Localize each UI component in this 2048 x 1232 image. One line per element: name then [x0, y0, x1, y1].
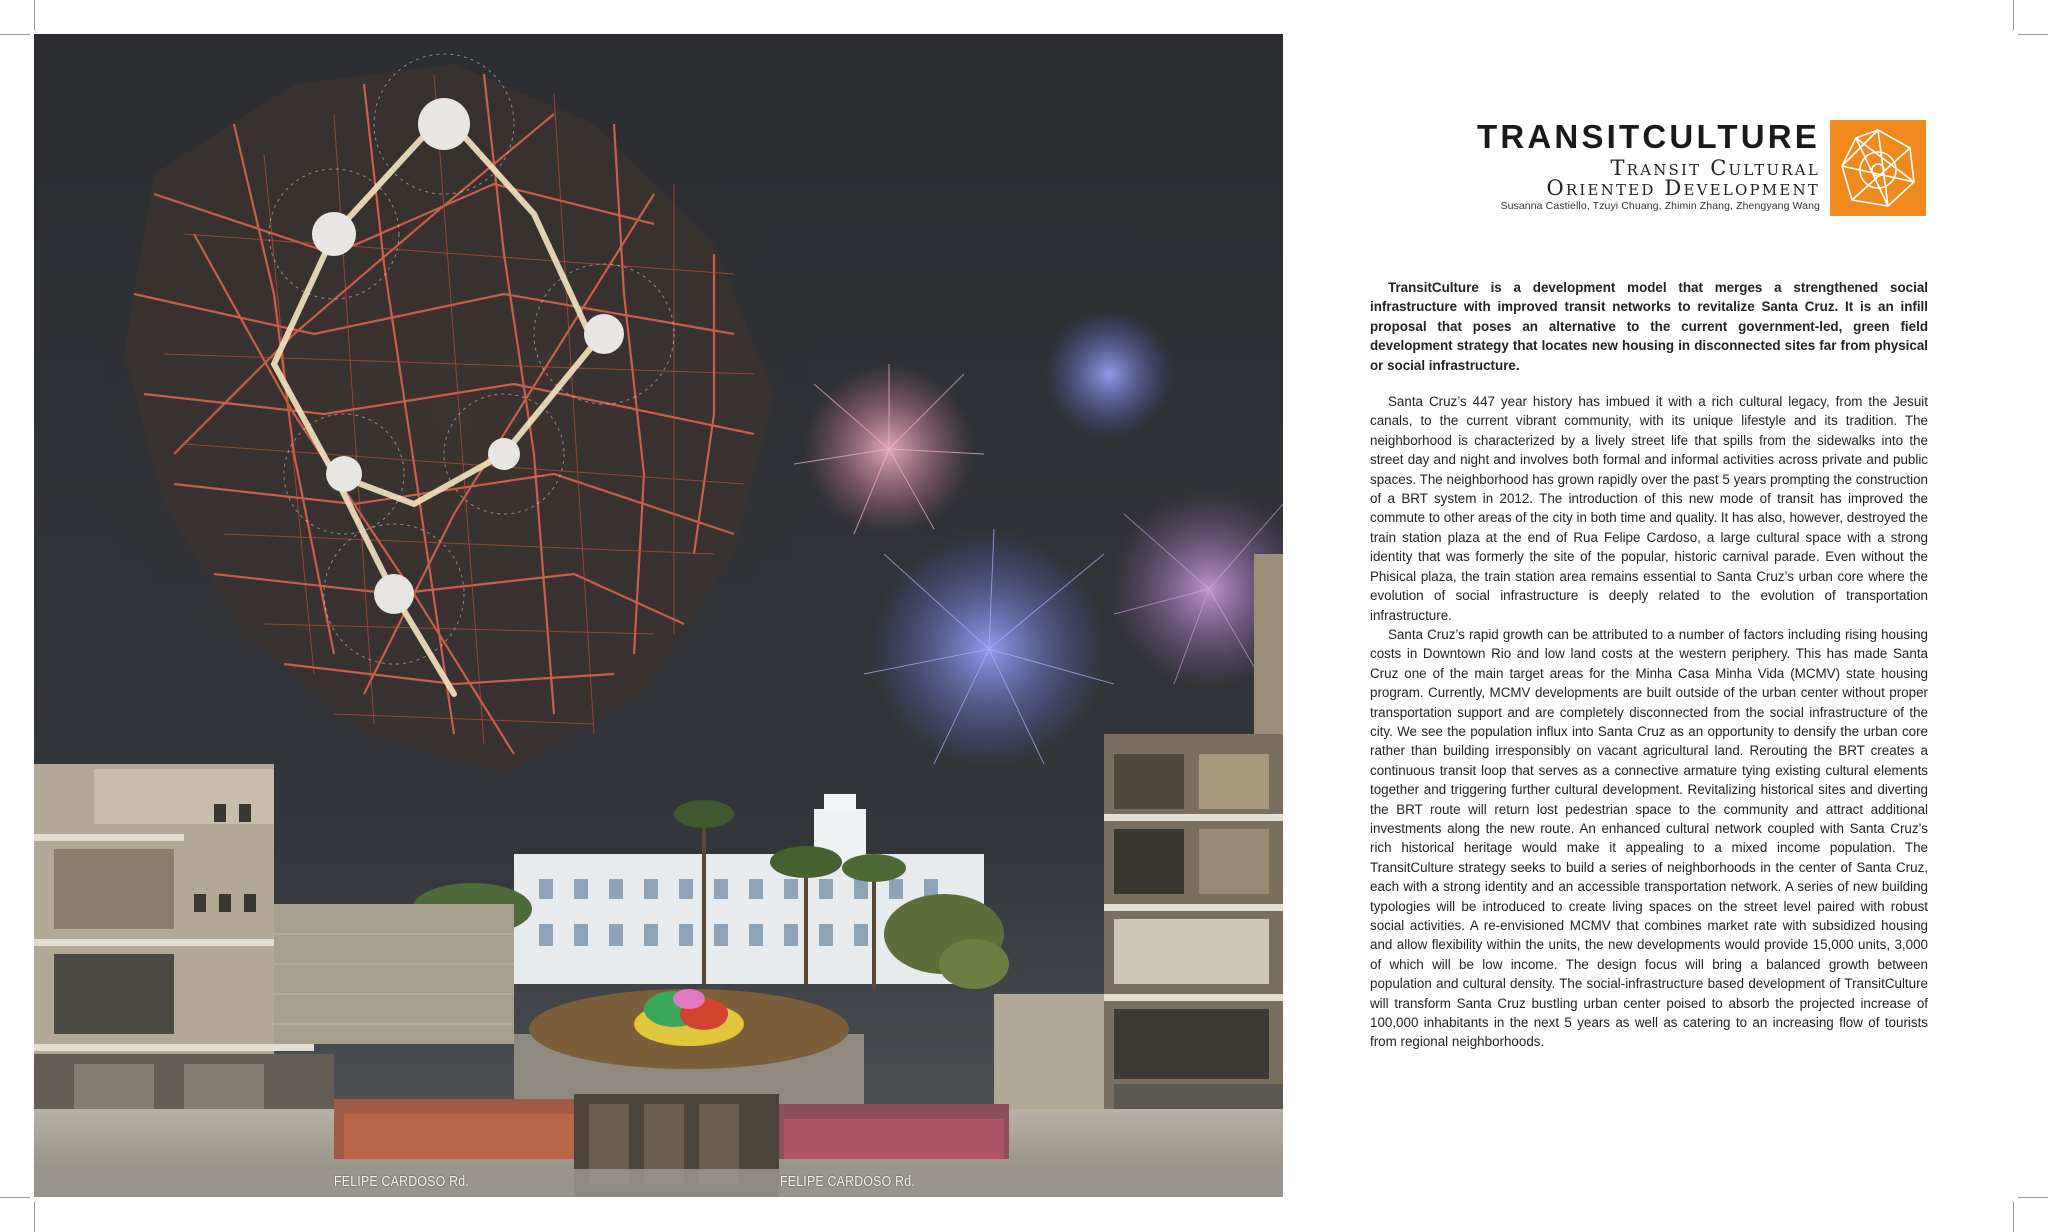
body-paragraph-1: Santa Cruz’s 447 year history has imbued it with a rich cultural legacy, from the Jesuit canals, to the current vibrant community, with its unique lifestyle and its tradition. The neighborhood is characterized by a lively street life that spills from the sidewalks into the street day and night and involves both formal and informal activities across private and public spaces. The neighborhood has grown rapidly over the past 5 years prompting the construction of a BRT system in 2012. The introduction of this new mode of transit has improved the commute to other areas of the city in both time and quality. It has also, however, destroyed the train station plaza at the end of Rua Felipe Cardoso, a large cultural space with a strong identity that was formerly the site of the popular, historic carnival parade. Even without the Phisical plaza, the train station area remains essential to Santa Cruz’s urban core where the evolution of social infrastructure is deeply related to the evolution of transportation infrastructure.: [1370, 394, 1928, 623]
subtitle-line-1: Transit Cultural: [1610, 156, 1820, 180]
crop-mark: [34, 1202, 35, 1232]
render-artwork: [34, 34, 1283, 1197]
body-paragraph-2: Santa Cruz’s rapid growth can be attributed to a number of factors including rising housing costs in Downtown Rio and low land costs at the western periphery. This has made Santa Cruz one of the main target areas for the Minha Casa Minha Vida (MCMV) state housing program. Currently, MCMV developments are built outside of the urban center without proper transportation support and are completely disconnected from the social infrastructure of the city. We see the population influx into Santa Cruz as an opportunity to densify the urban core rather than building irresponsibly on vacant agricultural land. Rerouting the BRT creates a continuous transit loop that serves as a connective armature tying existing cultural elements together and triggering further cultural development. Revitalizing historical sites and diverting the BRT route will return lost pedestrian space to the community and attract additional investments along the new route. An enhanced cultural network coupled with Santa Cruz’s rich historical heritage would make it appealing to a mixed income population. The TransitCulture strategy seeks to build a series of neighborhoods in the center of Santa Cruz, each with a strong identity and an accessible transportation network. A series of new building typologies will be introduced to create living spaces on the street level paired with robust social activities. A re-envisioned MCMV that combines market rate with subsidized housing and allow flexibility within the units, the new developments would provide 15,000 units, 3,000 of which will be low income. The design focus will bring a balanced growth between population and cultural density. The social-infrastructure based development of TransitCulture will transform Santa Cruz bustling urban center poised to absorb the projected increase of 100,000 inhabitants in the next 5 years as well as catering to an increasing flow of tourists from regional neighborhoods.: [1370, 626, 1928, 1050]
brand-title: TRANSITCULTURE: [1477, 118, 1820, 155]
urban-render-illustration: [34, 34, 1283, 1197]
crop-mark: [0, 1197, 30, 1198]
crop-mark: [2013, 0, 2014, 30]
crop-mark: [2018, 34, 2048, 35]
body-text: [1370, 278, 1928, 1052]
subtitle-line-2: Oriented Development: [1546, 176, 1820, 200]
intro-paragraph: TransitCulture is a development model that merges a strengthened social infrastructure with improved transit networks to revitalize Santa Cruz. It is an infill proposal that poses an alternative to the current government-led, green field development strategy that locates new housing in disconnected sites far from physical or social infrastructure.: [1370, 280, 1928, 373]
street-label: FELIPE CARDOSO Rd.: [780, 1173, 915, 1190]
crop-mark: [2013, 1202, 2014, 1232]
authors-line: Susanna Castiello, Tzuyi Chuang, Zhimin Zhang, Zhengyang Wang: [1500, 200, 1820, 212]
street-label: FELIPE CARDOSO Rd.: [334, 1173, 469, 1190]
transitculture-logo-icon: [1830, 120, 1926, 216]
crop-mark: [34, 0, 35, 30]
title-block: [1406, 118, 1926, 218]
crop-mark: [2018, 1197, 2048, 1198]
crop-mark: [0, 34, 30, 35]
